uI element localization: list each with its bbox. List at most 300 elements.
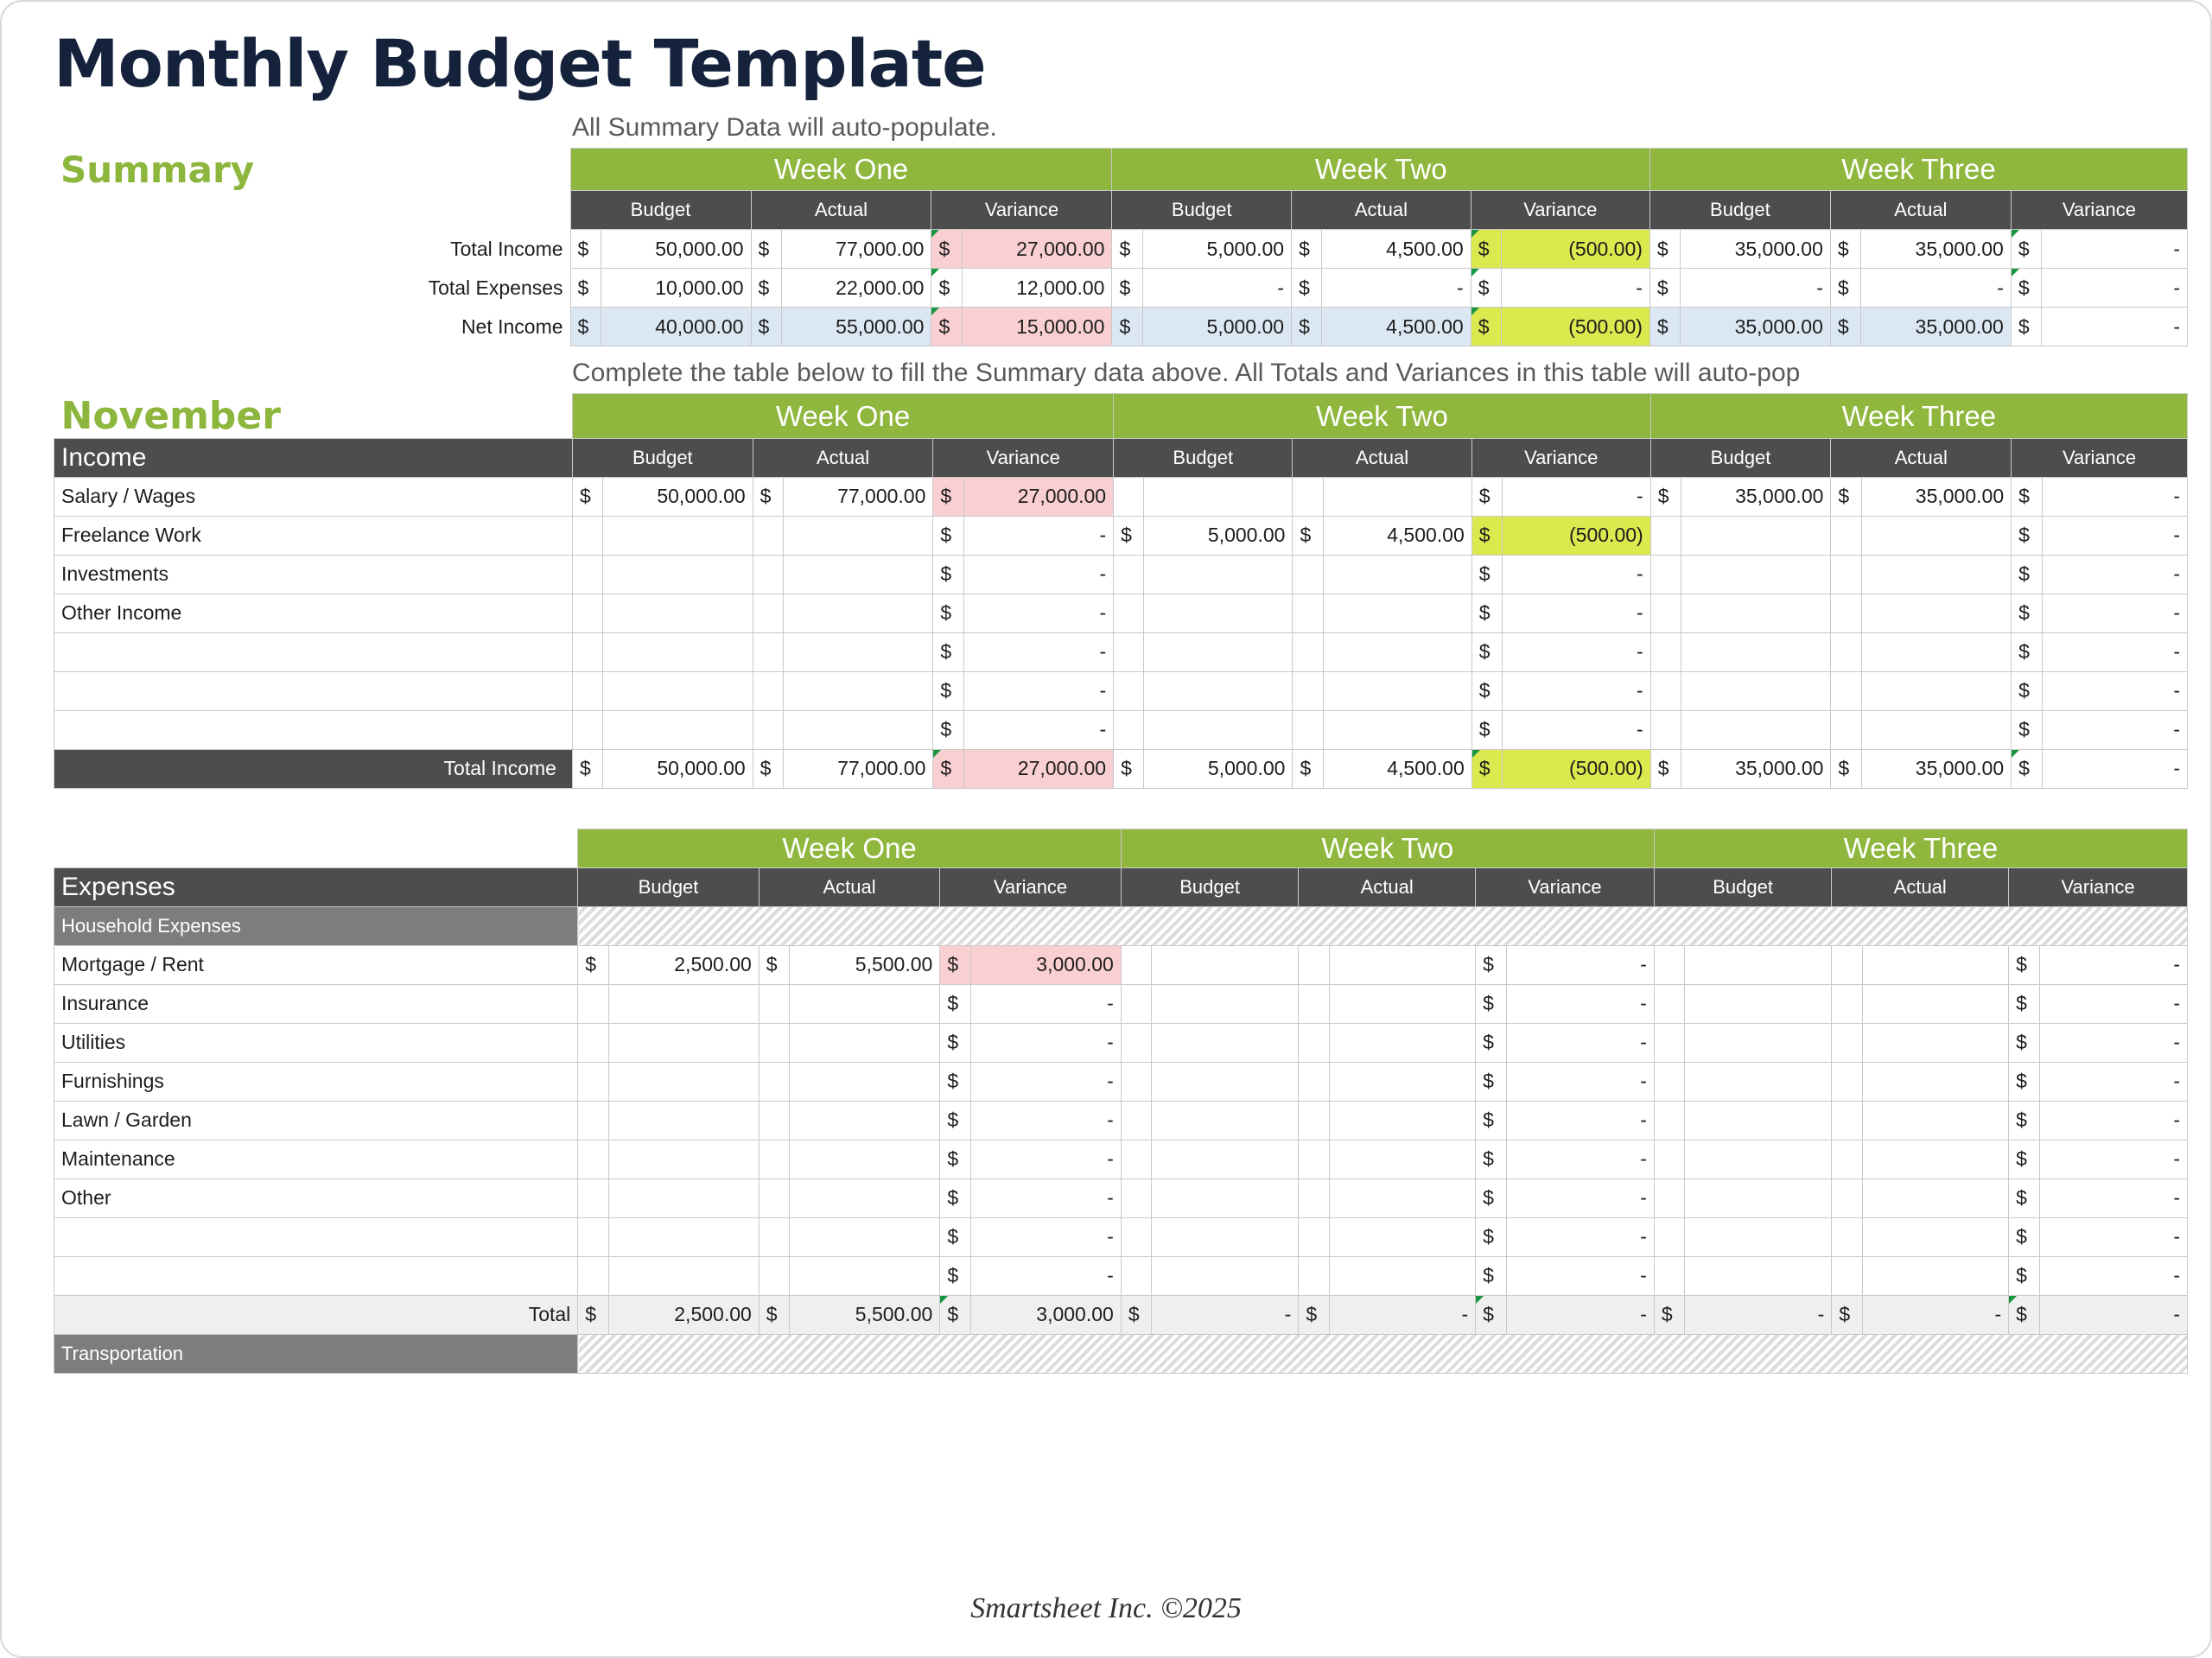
cell-value[interactable] [1681,671,1831,710]
cell-value[interactable]: - [2042,671,2187,710]
cell-value[interactable]: 35,000.00 [1681,749,1831,788]
cell-value[interactable] [1323,555,1471,594]
cell-value[interactable] [1650,710,1681,749]
cell-value[interactable]: (500.00) [1502,308,1650,346]
cell-value[interactable] [1152,1023,1299,1062]
cell-value[interactable] [1144,671,1293,710]
cell-value[interactable] [1323,671,1471,710]
cell-value[interactable]: - [963,594,1113,632]
cell-value[interactable]: 77,000.00 [781,230,931,269]
cell-value[interactable] [1144,632,1293,671]
cell-value[interactable] [1299,1062,1330,1101]
cell-value[interactable] [603,516,753,555]
currency-symbol: $ [1831,477,1861,516]
cell-value[interactable]: 15,000.00 [962,308,1112,346]
cell-value[interactable] [1831,594,1861,632]
cell-value[interactable] [608,1140,759,1178]
cell-value[interactable] [1152,1256,1299,1295]
cell-value[interactable] [1831,632,1861,671]
row-name[interactable]: Maintenance [54,1140,578,1178]
cell-value[interactable] [753,710,783,749]
cell-value[interactable] [1681,516,1831,555]
cell-value[interactable] [1144,594,1293,632]
cell-value[interactable] [578,1023,608,1062]
cell-value[interactable] [753,516,783,555]
cell-value[interactable]: (500.00) [1502,230,1650,269]
cell-value[interactable] [1329,1217,1475,1256]
cell-value[interactable] [608,984,759,1023]
table-row [54,945,2188,984]
cell-value[interactable]: - [963,516,1113,555]
cell-value[interactable] [1650,516,1681,555]
cell-value[interactable] [1861,555,2011,594]
cell-value[interactable] [1685,984,1832,1023]
cell-value[interactable] [1861,594,2011,632]
cell-value[interactable] [1121,1217,1152,1256]
cell-value[interactable] [1654,1101,1685,1140]
cell-value[interactable]: - [1685,1295,1832,1334]
cell-value[interactable]: - [1506,1062,1654,1101]
cell-value[interactable] [1862,1178,2008,1217]
cell-value[interactable] [1862,1256,2008,1295]
cell-value[interactable]: 50,000.00 [601,230,751,269]
cell-value[interactable] [1293,594,1323,632]
cell-value[interactable]: 27,000.00 [963,477,1113,516]
cell-value[interactable] [572,671,602,710]
cell-value[interactable] [790,1023,940,1062]
cell-value[interactable] [608,1062,759,1101]
cell-value[interactable] [1831,671,1861,710]
cell-value[interactable] [1685,945,1832,984]
cell-value[interactable] [1114,477,1144,516]
cell-value[interactable]: 35,000.00 [1681,230,1831,269]
cell-value[interactable] [1681,594,1831,632]
cell-value[interactable] [790,1140,940,1178]
cell-value[interactable] [1862,1140,2008,1178]
cell-value[interactable] [572,710,602,749]
currency-symbol: $ [2011,269,2042,308]
cell-value[interactable] [572,516,602,555]
cell-value[interactable] [1299,1256,1330,1295]
cell-value[interactable]: 35,000.00 [1861,308,2012,346]
cell-value[interactable] [1299,984,1330,1023]
cell-value[interactable] [1650,632,1681,671]
cell-value[interactable] [1121,1062,1152,1101]
cell-value[interactable] [578,1256,608,1295]
cell-value[interactable] [1681,632,1831,671]
cell-value[interactable] [1152,1178,1299,1217]
cell-value[interactable] [1654,1023,1685,1062]
cell-value[interactable]: - [1506,945,1654,984]
cell-value[interactable] [1654,945,1685,984]
cell-value[interactable] [603,671,753,710]
cell-value[interactable] [1323,477,1471,516]
cell-value[interactable]: - [1503,632,1651,671]
cell-value[interactable]: - [1152,1295,1299,1334]
cell-value[interactable]: - [1862,1295,2008,1334]
cell-value[interactable] [1862,1101,2008,1140]
cell-value[interactable]: 55,000.00 [781,308,931,346]
cell-value[interactable]: - [1322,269,1471,308]
cell-value[interactable] [1323,710,1471,749]
cell-value[interactable] [1654,984,1685,1023]
cell-value[interactable] [759,1062,789,1101]
cell-value[interactable]: 2,500.00 [608,1295,759,1334]
cell-value[interactable]: - [2042,269,2188,308]
cell-value[interactable] [1329,1178,1475,1217]
cell-value[interactable] [1114,632,1144,671]
cell-value[interactable]: - [1503,594,1651,632]
cell-value[interactable]: - [1681,269,1831,308]
cell-value[interactable] [1121,1101,1152,1140]
cell-value[interactable] [1293,671,1323,710]
cell-value[interactable] [1121,984,1152,1023]
cell-value[interactable] [1831,516,1861,555]
cell-value[interactable]: (500.00) [1503,749,1651,788]
cell-value[interactable] [1650,594,1681,632]
cell-value[interactable] [1329,1062,1475,1101]
cell-value[interactable] [753,555,783,594]
cell-value[interactable] [1121,1140,1152,1178]
cell-value[interactable]: 3,000.00 [970,945,1121,984]
cell-value[interactable] [759,1178,789,1217]
cell-value[interactable] [1152,1101,1299,1140]
cell-value[interactable] [1862,1023,2008,1062]
cell-value[interactable] [1121,1023,1152,1062]
cell-value[interactable]: - [2039,1295,2187,1334]
cell-value[interactable] [1654,1062,1685,1101]
cell-value[interactable]: - [2039,1023,2187,1062]
cell-value[interactable] [1121,1256,1152,1295]
cell-value[interactable]: - [1506,1101,1654,1140]
row-name[interactable]: Freelance Work [54,516,573,555]
row-name[interactable]: Utilities [54,1023,578,1062]
cell-value[interactable]: - [1506,1023,1654,1062]
cell-value[interactable] [1654,1178,1685,1217]
cell-value[interactable]: - [963,555,1113,594]
row-name[interactable] [54,1256,578,1295]
cell-value[interactable] [1861,632,2011,671]
cell-value[interactable]: 35,000.00 [1861,230,2012,269]
cell-value[interactable]: - [1506,1256,1654,1295]
cell-value[interactable]: - [1503,477,1651,516]
cell-value[interactable] [790,1217,940,1256]
cell-value[interactable] [1293,710,1323,749]
cell-value[interactable] [1832,1140,1863,1178]
cell-value[interactable]: - [1506,984,1654,1023]
cell-value[interactable]: - [1503,555,1651,594]
cell-value[interactable]: 35,000.00 [1861,749,2011,788]
cell-value[interactable]: - [970,1062,1121,1101]
cell-value[interactable] [1832,1256,1863,1295]
cell-value[interactable]: - [970,1101,1121,1140]
cell-value[interactable] [753,632,783,671]
cell-value[interactable]: - [2042,749,2187,788]
cell-value[interactable] [790,1256,940,1295]
cell-value[interactable]: - [970,1023,1121,1062]
cell-value[interactable] [1685,1178,1832,1217]
cell-value[interactable] [1685,1101,1832,1140]
cell-value[interactable] [1654,1217,1685,1256]
cell-value[interactable] [572,594,602,632]
cell-value[interactable] [1861,516,2011,555]
cell-value[interactable] [1685,1062,1832,1101]
cell-value[interactable]: - [2042,477,2187,516]
row-name[interactable] [54,632,573,671]
cell-value[interactable] [1299,1101,1330,1140]
cell-value[interactable] [1685,1023,1832,1062]
row-name[interactable] [54,671,573,710]
cell-value[interactable] [1121,1178,1152,1217]
cell-value[interactable] [1114,671,1144,710]
cell-value[interactable] [759,1217,789,1256]
currency-symbol: $ [2012,710,2043,749]
cell-value[interactable]: 5,500.00 [790,1295,940,1334]
cell-value[interactable] [608,1217,759,1256]
cell-value[interactable]: - [970,1178,1121,1217]
cell-value[interactable] [1329,1256,1475,1295]
cell-value[interactable]: - [970,1140,1121,1178]
cell-value[interactable] [759,984,789,1023]
cell-value[interactable] [1152,1062,1299,1101]
cell-value[interactable]: 77,000.00 [783,749,932,788]
cell-value[interactable]: 27,000.00 [962,230,1112,269]
cell-value[interactable]: 4,500.00 [1323,516,1471,555]
cell-value[interactable] [603,594,753,632]
cell-value[interactable] [608,1178,759,1217]
cell-value[interactable] [1299,1217,1330,1256]
cell-value[interactable] [1862,1217,2008,1256]
cell-value[interactable] [1831,710,1861,749]
cell-value[interactable] [1862,1062,2008,1101]
cell-value[interactable] [790,1178,940,1217]
row-name[interactable]: Salary / Wages [54,477,573,516]
cell-value[interactable]: 5,500.00 [790,945,940,984]
cell-value[interactable] [1144,710,1293,749]
cell-value[interactable]: - [963,632,1113,671]
cell-value[interactable] [578,984,608,1023]
cell-value[interactable]: (500.00) [1503,516,1651,555]
cell-value[interactable] [783,632,932,671]
cell-value[interactable] [759,1101,789,1140]
cell-value[interactable]: - [2042,632,2187,671]
cell-value[interactable] [790,1062,940,1101]
cell-value[interactable] [1329,945,1475,984]
cell-value[interactable]: - [963,710,1113,749]
cell-value[interactable] [572,555,602,594]
cell-value[interactable] [1832,984,1863,1023]
cell-value[interactable]: 35,000.00 [1681,477,1831,516]
cell-value[interactable]: - [1506,1217,1654,1256]
currency-symbol: $ [1830,269,1860,308]
cell-value[interactable]: - [970,1217,1121,1256]
cell-value[interactable] [1650,555,1681,594]
cell-value[interactable] [1654,1140,1685,1178]
cell-value[interactable] [1329,1101,1475,1140]
cell-value[interactable]: 50,000.00 [603,749,753,788]
cell-value[interactable]: - [2042,516,2187,555]
cell-value[interactable] [578,1062,608,1101]
cell-value[interactable] [1152,945,1299,984]
cell-value[interactable] [1832,1101,1863,1140]
cell-value[interactable] [1685,1140,1832,1178]
cell-value[interactable] [1832,1062,1863,1101]
cell-value[interactable]: 27,000.00 [963,749,1113,788]
currency-symbol: $ [578,945,608,984]
cell-value[interactable]: - [2039,1101,2187,1140]
row-name[interactable] [54,710,573,749]
cell-value[interactable] [759,1140,789,1178]
cell-value[interactable]: - [1142,269,1291,308]
cell-value[interactable] [578,1101,608,1140]
cell-value[interactable] [1152,1217,1299,1256]
cell-value[interactable]: - [1861,269,2012,308]
row-name[interactable]: Investments [54,555,573,594]
cell-value[interactable] [1323,632,1471,671]
cell-value[interactable]: - [970,1256,1121,1295]
cell-value[interactable] [1685,1256,1832,1295]
cell-value[interactable] [578,1217,608,1256]
cell-value[interactable]: 35,000.00 [1861,477,2011,516]
cell-value[interactable] [783,516,932,555]
cell-value[interactable] [1685,1217,1832,1256]
cell-value[interactable]: 10,000.00 [601,269,751,308]
cell-value[interactable] [1681,555,1831,594]
cell-value[interactable]: - [2042,555,2187,594]
cell-value[interactable] [578,1178,608,1217]
cell-value[interactable]: 3,000.00 [970,1295,1121,1334]
cell-value[interactable] [1299,945,1330,984]
cell-value[interactable] [1299,1178,1330,1217]
cell-value[interactable] [1832,945,1863,984]
cell-value[interactable] [603,555,753,594]
cell-value[interactable] [783,594,932,632]
cell-value[interactable]: - [2039,1140,2187,1178]
cell-value[interactable]: - [1502,269,1650,308]
cell-value[interactable] [783,710,932,749]
cell-value[interactable] [1329,984,1475,1023]
cell-value[interactable] [753,594,783,632]
cell-value[interactable]: 12,000.00 [962,269,1112,308]
cell-value[interactable] [1121,945,1152,984]
cell-value[interactable] [1293,555,1323,594]
cell-value[interactable] [608,1101,759,1140]
row-name[interactable] [54,1217,578,1256]
cell-value[interactable] [753,671,783,710]
cell-value[interactable] [1114,710,1144,749]
cell-value[interactable] [608,1256,759,1295]
cell-value[interactable] [1114,594,1144,632]
row-name[interactable]: Other [54,1178,578,1217]
cell-value[interactable]: 4,500.00 [1323,749,1471,788]
cell-value[interactable] [783,555,932,594]
cell-value[interactable] [790,984,940,1023]
cell-value[interactable] [608,1023,759,1062]
cell-value[interactable]: - [2042,594,2187,632]
cell-value[interactable]: 35,000.00 [1681,308,1831,346]
cell-value[interactable] [1861,710,2011,749]
cell-value[interactable] [1832,1217,1863,1256]
cell-value[interactable] [783,671,932,710]
cell-value[interactable] [1654,1256,1685,1295]
cell-value[interactable]: - [1503,710,1651,749]
cell-value[interactable] [1862,984,2008,1023]
cell-value[interactable]: - [2042,710,2187,749]
cell-value[interactable]: 77,000.00 [783,477,932,516]
cell-value[interactable]: - [1329,1295,1475,1334]
row-name[interactable]: Lawn / Garden [54,1101,578,1140]
cell-value[interactable] [578,1140,608,1178]
cell-value[interactable]: 22,000.00 [781,269,931,308]
cell-value[interactable]: - [2039,984,2187,1023]
cell-value[interactable] [1144,477,1293,516]
cell-value[interactable]: - [2039,945,2187,984]
cell-value[interactable]: - [1503,671,1651,710]
cell-value[interactable] [572,632,602,671]
cell-value[interactable]: 4,500.00 [1322,230,1471,269]
row-name[interactable]: Furnishings [54,1062,578,1101]
cell-value[interactable] [1323,594,1471,632]
cell-value[interactable] [1650,671,1681,710]
cell-value[interactable] [1299,1140,1330,1178]
row-name[interactable]: Other Income [54,594,573,632]
cell-value[interactable]: 5,000.00 [1142,230,1291,269]
cell-value[interactable] [1832,1178,1863,1217]
cell-value[interactable] [1329,1023,1475,1062]
cell-value[interactable] [1152,1140,1299,1178]
row-name[interactable]: Insurance [54,984,578,1023]
cell-value[interactable]: - [2042,230,2188,269]
cell-value[interactable] [1152,984,1299,1023]
cell-value[interactable] [1293,477,1323,516]
cell-value[interactable] [1299,1023,1330,1062]
cell-value[interactable] [1832,1023,1863,1062]
cell-value[interactable] [759,1023,789,1062]
cell-value[interactable]: - [2039,1062,2187,1101]
cell-value[interactable]: 50,000.00 [603,477,753,516]
cell-value[interactable]: 5,000.00 [1142,308,1291,346]
cell-value[interactable]: 5,000.00 [1144,516,1293,555]
cell-value[interactable]: - [2039,1178,2187,1217]
cell-value[interactable]: - [963,671,1113,710]
cell-value[interactable]: 2,500.00 [608,945,759,984]
row-name[interactable]: Mortgage / Rent [54,945,578,984]
cell-value[interactable] [759,1256,789,1295]
cell-value[interactable] [603,710,753,749]
cell-value[interactable]: - [1506,1295,1654,1334]
cell-value[interactable]: 5,000.00 [1144,749,1293,788]
cell-value[interactable] [603,632,753,671]
cell-value[interactable] [1144,555,1293,594]
cell-value[interactable]: - [2039,1217,2187,1256]
cell-value[interactable] [1293,632,1323,671]
cell-value[interactable]: - [970,984,1121,1023]
cell-value[interactable]: - [2039,1256,2187,1295]
expenses-week-three: Week Three [1654,829,2187,867]
cell-value[interactable] [1329,1140,1475,1178]
cell-value[interactable]: 4,500.00 [1322,308,1471,346]
cell-value[interactable] [1862,945,2008,984]
cell-value[interactable] [790,1101,940,1140]
cell-value[interactable] [1681,710,1831,749]
cell-value[interactable] [1114,555,1144,594]
cell-value[interactable]: - [1506,1140,1654,1178]
cell-value[interactable] [1861,671,2011,710]
cell-value[interactable]: - [2042,308,2188,346]
cell-value[interactable]: 40,000.00 [601,308,751,346]
cell-value[interactable]: - [1506,1178,1654,1217]
cell-value[interactable] [1831,555,1861,594]
